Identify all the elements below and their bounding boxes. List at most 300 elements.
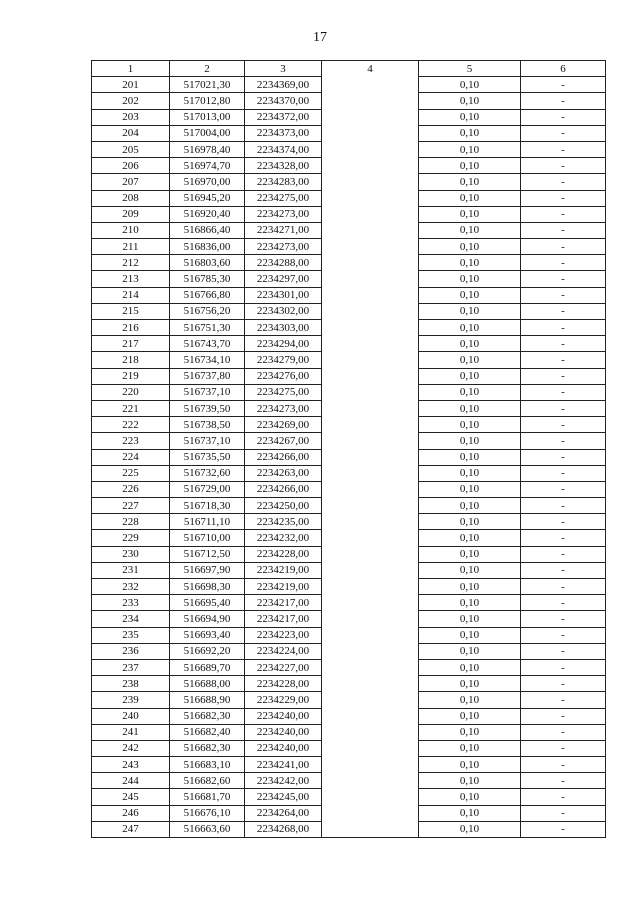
table-cell-col-2: 516693,40 xyxy=(170,627,245,643)
table-cell-col-5: 0,10 xyxy=(419,465,521,481)
table-cell-col-5: 0,10 xyxy=(419,789,521,805)
table-cell-col-1: 204 xyxy=(92,125,170,141)
table-cell-col-2: 516682,30 xyxy=(170,740,245,756)
table-cell-col-2: 516751,30 xyxy=(170,320,245,336)
table-row xyxy=(92,206,606,222)
table-cell-col-3: 2234328,00 xyxy=(245,158,322,174)
table-cell-col-3: 2234302,00 xyxy=(245,303,322,319)
table-cell-col-4 xyxy=(322,352,419,368)
table-cell-col-6: - xyxy=(521,708,606,724)
table-cell-col-2: 516743,70 xyxy=(170,336,245,352)
table-cell-col-2: 516682,60 xyxy=(170,773,245,789)
table-cell-col-4 xyxy=(322,562,419,578)
table-cell-col-5: 0,10 xyxy=(419,287,521,303)
table-cell-col-4 xyxy=(322,659,419,675)
table-cell-col-2: 516737,10 xyxy=(170,433,245,449)
table-cell-col-5: 0,10 xyxy=(419,773,521,789)
table-cell-col-3: 2234217,00 xyxy=(245,595,322,611)
table-row xyxy=(92,400,606,416)
table-cell-col-5: 0,10 xyxy=(419,109,521,125)
table-cell-col-1: 247 xyxy=(92,821,170,837)
table-cell-col-5: 0,10 xyxy=(419,821,521,837)
table-cell-col-5: 0,10 xyxy=(419,368,521,384)
table-cell-col-1: 236 xyxy=(92,643,170,659)
table-cell-col-6: - xyxy=(521,465,606,481)
table-cell-col-6: - xyxy=(521,384,606,400)
table-cell-col-1: 209 xyxy=(92,206,170,222)
table-cell-col-4 xyxy=(322,627,419,643)
table-cell-col-3: 2234219,00 xyxy=(245,579,322,595)
table-body xyxy=(92,77,606,838)
table-cell-col-3: 2234275,00 xyxy=(245,190,322,206)
table-cell-col-6: - xyxy=(521,481,606,497)
table-cell-col-6: - xyxy=(521,789,606,805)
table-cell-col-2: 516676,10 xyxy=(170,805,245,821)
table-row xyxy=(92,579,606,595)
table-cell-col-1: 211 xyxy=(92,239,170,255)
table-row xyxy=(92,821,606,837)
table-cell-col-6: - xyxy=(521,125,606,141)
table-row xyxy=(92,465,606,481)
table-cell-col-3: 2234294,00 xyxy=(245,336,322,352)
table-cell-col-5: 0,10 xyxy=(419,433,521,449)
table-cell-col-4 xyxy=(322,174,419,190)
table-cell-col-4 xyxy=(322,400,419,416)
table-row xyxy=(92,433,606,449)
table-row xyxy=(92,368,606,384)
table-cell-col-6: - xyxy=(521,643,606,659)
table-cell-col-4 xyxy=(322,579,419,595)
table-cell-col-5: 0,10 xyxy=(419,805,521,821)
table-cell-col-6: - xyxy=(521,303,606,319)
table-cell-col-3: 2234288,00 xyxy=(245,255,322,271)
table-cell-col-2: 516681,70 xyxy=(170,789,245,805)
table-cell-col-1: 212 xyxy=(92,255,170,271)
table-cell-col-6: - xyxy=(521,498,606,514)
table-cell-col-6: - xyxy=(521,595,606,611)
table-cell-col-2: 516756,20 xyxy=(170,303,245,319)
table-cell-col-2: 516682,40 xyxy=(170,724,245,740)
table-cell-col-1: 213 xyxy=(92,271,170,287)
table-row xyxy=(92,546,606,562)
table-row xyxy=(92,384,606,400)
table-cell-col-6: - xyxy=(521,611,606,627)
table-cell-col-4 xyxy=(322,287,419,303)
table-cell-col-1: 240 xyxy=(92,708,170,724)
table-cell-col-1: 227 xyxy=(92,498,170,514)
table-row xyxy=(92,271,606,287)
table-row xyxy=(92,287,606,303)
table-cell-col-3: 2234232,00 xyxy=(245,530,322,546)
column-header-5: 5 xyxy=(419,61,521,77)
table-cell-col-4 xyxy=(322,239,419,255)
table-cell-col-5: 0,10 xyxy=(419,595,521,611)
table-cell-col-5: 0,10 xyxy=(419,530,521,546)
table-cell-col-4 xyxy=(322,740,419,756)
table-cell-col-2: 516683,10 xyxy=(170,757,245,773)
table-cell-col-1: 230 xyxy=(92,546,170,562)
table-cell-col-2: 516974,70 xyxy=(170,158,245,174)
table-cell-col-2: 516718,30 xyxy=(170,498,245,514)
table-cell-col-3: 2234217,00 xyxy=(245,611,322,627)
table-row xyxy=(92,627,606,643)
table-cell-col-1: 243 xyxy=(92,757,170,773)
table-cell-col-4 xyxy=(322,676,419,692)
table-cell-col-5: 0,10 xyxy=(419,417,521,433)
table-row xyxy=(92,692,606,708)
table-cell-col-5: 0,10 xyxy=(419,336,521,352)
table-row xyxy=(92,336,606,352)
table-row xyxy=(92,562,606,578)
table-cell-col-6: - xyxy=(521,206,606,222)
table-cell-col-5: 0,10 xyxy=(419,757,521,773)
table-cell-col-4 xyxy=(322,692,419,708)
table-cell-col-5: 0,10 xyxy=(419,692,521,708)
table-cell-col-2: 516945,20 xyxy=(170,190,245,206)
table-cell-col-3: 2234301,00 xyxy=(245,287,322,303)
table-cell-col-5: 0,10 xyxy=(419,303,521,319)
table-cell-col-1: 223 xyxy=(92,433,170,449)
table-cell-col-2: 516978,40 xyxy=(170,141,245,157)
table-cell-col-5: 0,10 xyxy=(419,676,521,692)
table-row xyxy=(92,174,606,190)
table-row xyxy=(92,141,606,157)
table-row xyxy=(92,708,606,724)
table-row xyxy=(92,757,606,773)
table-cell-col-1: 215 xyxy=(92,303,170,319)
table-cell-col-2: 516698,30 xyxy=(170,579,245,595)
table-cell-col-3: 2234372,00 xyxy=(245,109,322,125)
table-cell-col-1: 225 xyxy=(92,465,170,481)
table-cell-col-5: 0,10 xyxy=(419,481,521,497)
table-cell-col-3: 2234279,00 xyxy=(245,352,322,368)
table-cell-col-5: 0,10 xyxy=(419,352,521,368)
table-cell-col-6: - xyxy=(521,368,606,384)
table-cell-col-4 xyxy=(322,805,419,821)
table-cell-col-2: 516866,40 xyxy=(170,222,245,238)
table-cell-col-1: 222 xyxy=(92,417,170,433)
table-cell-col-1: 216 xyxy=(92,320,170,336)
table-cell-col-5: 0,10 xyxy=(419,498,521,514)
table-cell-col-2: 516712,50 xyxy=(170,546,245,562)
table-row xyxy=(92,643,606,659)
table-row xyxy=(92,789,606,805)
table-cell-col-6: - xyxy=(521,530,606,546)
table-cell-col-3: 2234276,00 xyxy=(245,368,322,384)
table-cell-col-1: 229 xyxy=(92,530,170,546)
table-cell-col-4 xyxy=(322,724,419,740)
table-cell-col-6: - xyxy=(521,821,606,837)
table-row xyxy=(92,109,606,125)
table-cell-col-6: - xyxy=(521,158,606,174)
table-row xyxy=(92,805,606,821)
table-cell-col-3: 2234283,00 xyxy=(245,174,322,190)
table-cell-col-2: 516695,40 xyxy=(170,595,245,611)
table-cell-col-6: - xyxy=(521,692,606,708)
table-cell-col-1: 220 xyxy=(92,384,170,400)
table-cell-col-5: 0,10 xyxy=(419,239,521,255)
table-row xyxy=(92,514,606,530)
table-cell-col-4 xyxy=(322,271,419,287)
table-cell-col-5: 0,10 xyxy=(419,206,521,222)
table-cell-col-2: 516694,90 xyxy=(170,611,245,627)
table-cell-col-2: 516688,90 xyxy=(170,692,245,708)
column-header-4: 4 xyxy=(322,61,419,77)
table-cell-col-2: 516711,10 xyxy=(170,514,245,530)
table-cell-col-1: 203 xyxy=(92,109,170,125)
table-row xyxy=(92,481,606,497)
table-row xyxy=(92,530,606,546)
table-cell-col-6: - xyxy=(521,336,606,352)
table-cell-col-5: 0,10 xyxy=(419,255,521,271)
table-cell-col-4 xyxy=(322,595,419,611)
table-cell-col-3: 2234264,00 xyxy=(245,805,322,821)
table-cell-col-2: 516663,60 xyxy=(170,821,245,837)
table-cell-col-5: 0,10 xyxy=(419,449,521,465)
table-cell-col-6: - xyxy=(521,514,606,530)
table-cell-col-6: - xyxy=(521,546,606,562)
table-cell-col-1: 214 xyxy=(92,287,170,303)
table-cell-col-4 xyxy=(322,643,419,659)
table-cell-col-3: 2234227,00 xyxy=(245,659,322,675)
table-cell-col-1: 237 xyxy=(92,659,170,675)
table-cell-col-6: - xyxy=(521,352,606,368)
table-cell-col-1: 245 xyxy=(92,789,170,805)
table-cell-col-1: 238 xyxy=(92,676,170,692)
table-cell-col-2: 516688,00 xyxy=(170,676,245,692)
table-cell-col-3: 2234223,00 xyxy=(245,627,322,643)
table-cell-col-3: 2234219,00 xyxy=(245,562,322,578)
table-cell-col-3: 2234275,00 xyxy=(245,384,322,400)
table-cell-col-2: 516735,50 xyxy=(170,449,245,465)
table-row xyxy=(92,417,606,433)
table-cell-col-6: - xyxy=(521,255,606,271)
table-cell-col-6: - xyxy=(521,77,606,93)
table-cell-col-5: 0,10 xyxy=(419,141,521,157)
table-cell-col-4 xyxy=(322,206,419,222)
table-row xyxy=(92,659,606,675)
table-cell-col-4 xyxy=(322,449,419,465)
table-cell-col-3: 2234374,00 xyxy=(245,141,322,157)
table-cell-col-3: 2234266,00 xyxy=(245,449,322,465)
table-cell-col-6: - xyxy=(521,320,606,336)
table-cell-col-2: 516682,30 xyxy=(170,708,245,724)
table-cell-col-4 xyxy=(322,222,419,238)
table-cell-col-2: 516766,80 xyxy=(170,287,245,303)
table-cell-col-4 xyxy=(322,465,419,481)
table-cell-col-3: 2234240,00 xyxy=(245,740,322,756)
table-cell-col-4 xyxy=(322,530,419,546)
table-cell-col-2: 516737,10 xyxy=(170,384,245,400)
table-cell-col-3: 2234228,00 xyxy=(245,546,322,562)
table-cell-col-6: - xyxy=(521,222,606,238)
table-cell-col-3: 2234235,00 xyxy=(245,514,322,530)
coordinates-table xyxy=(91,60,606,838)
table-cell-col-6: - xyxy=(521,724,606,740)
table-cell-col-1: 235 xyxy=(92,627,170,643)
table-row xyxy=(92,158,606,174)
table-cell-col-3: 2234267,00 xyxy=(245,433,322,449)
table-cell-col-3: 2234297,00 xyxy=(245,271,322,287)
table-cell-col-5: 0,10 xyxy=(419,93,521,109)
table-cell-col-5: 0,10 xyxy=(419,611,521,627)
column-header-2: 2 xyxy=(170,61,245,77)
table-cell-col-2: 517012,80 xyxy=(170,93,245,109)
table-cell-col-1: 210 xyxy=(92,222,170,238)
table-cell-col-2: 516710,00 xyxy=(170,530,245,546)
table-cell-col-5: 0,10 xyxy=(419,271,521,287)
table-cell-col-2: 516697,90 xyxy=(170,562,245,578)
table-cell-col-6: - xyxy=(521,271,606,287)
table-cell-col-4 xyxy=(322,368,419,384)
table-row xyxy=(92,320,606,336)
table-cell-col-2: 516737,80 xyxy=(170,368,245,384)
table-row xyxy=(92,724,606,740)
table-cell-col-4 xyxy=(322,433,419,449)
table-cell-col-6: - xyxy=(521,627,606,643)
table-cell-col-4 xyxy=(322,789,419,805)
table-cell-col-4 xyxy=(322,125,419,141)
table-row xyxy=(92,498,606,514)
table-cell-col-5: 0,10 xyxy=(419,708,521,724)
table-cell-col-1: 226 xyxy=(92,481,170,497)
table-cell-col-2: 516920,40 xyxy=(170,206,245,222)
table-cell-col-6: - xyxy=(521,562,606,578)
table-cell-col-3: 2234240,00 xyxy=(245,724,322,740)
table-cell-col-6: - xyxy=(521,239,606,255)
table-cell-col-5: 0,10 xyxy=(419,546,521,562)
table-cell-col-1: 234 xyxy=(92,611,170,627)
table-cell-col-1: 233 xyxy=(92,595,170,611)
table-cell-col-5: 0,10 xyxy=(419,579,521,595)
table-cell-col-4 xyxy=(322,708,419,724)
table-cell-col-3: 2234241,00 xyxy=(245,757,322,773)
table-cell-col-1: 208 xyxy=(92,190,170,206)
table-cell-col-4 xyxy=(322,303,419,319)
table-row xyxy=(92,239,606,255)
table-cell-col-5: 0,10 xyxy=(419,174,521,190)
table-row xyxy=(92,611,606,627)
table-cell-col-3: 2234266,00 xyxy=(245,481,322,497)
table-cell-col-2: 517013,00 xyxy=(170,109,245,125)
table-row xyxy=(92,449,606,465)
table-cell-col-3: 2234373,00 xyxy=(245,125,322,141)
table-cell-col-4 xyxy=(322,757,419,773)
table-cell-col-1: 218 xyxy=(92,352,170,368)
page-number: 17 xyxy=(313,30,327,45)
table-cell-col-1: 242 xyxy=(92,740,170,756)
table-cell-col-2: 516739,50 xyxy=(170,400,245,416)
table-cell-col-1: 246 xyxy=(92,805,170,821)
table-cell-col-3: 2234240,00 xyxy=(245,708,322,724)
table-cell-col-2: 516836,00 xyxy=(170,239,245,255)
column-header-6: 6 xyxy=(521,61,606,77)
table-cell-col-4 xyxy=(322,481,419,497)
table-row xyxy=(92,773,606,789)
table-cell-col-5: 0,10 xyxy=(419,724,521,740)
table-cell-col-1: 228 xyxy=(92,514,170,530)
table-cell-col-4 xyxy=(322,384,419,400)
table-cell-col-6: - xyxy=(521,93,606,109)
table-cell-col-3: 2234273,00 xyxy=(245,400,322,416)
table-cell-col-5: 0,10 xyxy=(419,320,521,336)
table-cell-col-4 xyxy=(322,821,419,837)
table-cell-col-3: 2234263,00 xyxy=(245,465,322,481)
table-cell-col-6: - xyxy=(521,740,606,756)
table-cell-col-1: 241 xyxy=(92,724,170,740)
table-cell-col-1: 239 xyxy=(92,692,170,708)
column-header-1: 1 xyxy=(92,61,170,77)
table-cell-col-4 xyxy=(322,498,419,514)
table-cell-col-3: 2234229,00 xyxy=(245,692,322,708)
table-cell-col-4 xyxy=(322,546,419,562)
table-cell-col-5: 0,10 xyxy=(419,222,521,238)
table-cell-col-3: 2234268,00 xyxy=(245,821,322,837)
table-cell-col-6: - xyxy=(521,109,606,125)
table-cell-col-2: 517004,00 xyxy=(170,125,245,141)
table-cell-col-2: 516689,70 xyxy=(170,659,245,675)
table-cell-col-5: 0,10 xyxy=(419,190,521,206)
table-cell-col-6: - xyxy=(521,287,606,303)
table-cell-col-5: 0,10 xyxy=(419,125,521,141)
table-cell-col-4 xyxy=(322,77,419,93)
table-cell-col-3: 2234370,00 xyxy=(245,93,322,109)
table-cell-col-5: 0,10 xyxy=(419,158,521,174)
table-row xyxy=(92,77,606,93)
table-cell-col-3: 2234250,00 xyxy=(245,498,322,514)
table-row xyxy=(92,676,606,692)
table-cell-col-5: 0,10 xyxy=(419,562,521,578)
table-row xyxy=(92,352,606,368)
table-cell-col-3: 2234271,00 xyxy=(245,222,322,238)
table-cell-col-6: - xyxy=(521,417,606,433)
table-cell-col-3: 2234369,00 xyxy=(245,77,322,93)
table-cell-col-4 xyxy=(322,255,419,271)
table-cell-col-6: - xyxy=(521,433,606,449)
table-row xyxy=(92,222,606,238)
table-cell-col-3: 2234303,00 xyxy=(245,320,322,336)
table-cell-col-2: 516970,00 xyxy=(170,174,245,190)
table-cell-col-3: 2234273,00 xyxy=(245,239,322,255)
table-cell-col-2: 516738,50 xyxy=(170,417,245,433)
table-cell-col-1: 232 xyxy=(92,579,170,595)
table-header-row xyxy=(92,61,606,77)
table-row xyxy=(92,740,606,756)
table-cell-col-3: 2234228,00 xyxy=(245,676,322,692)
table-cell-col-2: 516692,20 xyxy=(170,643,245,659)
table-row xyxy=(92,303,606,319)
table-cell-col-5: 0,10 xyxy=(419,384,521,400)
table-row xyxy=(92,595,606,611)
table-cell-col-2: 516729,00 xyxy=(170,481,245,497)
table-cell-col-2: 517021,30 xyxy=(170,77,245,93)
table-cell-col-6: - xyxy=(521,190,606,206)
table-cell-col-1: 219 xyxy=(92,368,170,384)
table-cell-col-5: 0,10 xyxy=(419,514,521,530)
table-cell-col-1: 217 xyxy=(92,336,170,352)
table-cell-col-4 xyxy=(322,141,419,157)
table-cell-col-5: 0,10 xyxy=(419,740,521,756)
table-cell-col-2: 516785,30 xyxy=(170,271,245,287)
table-cell-col-5: 0,10 xyxy=(419,400,521,416)
table-cell-col-6: - xyxy=(521,400,606,416)
table-row xyxy=(92,255,606,271)
table-cell-col-1: 206 xyxy=(92,158,170,174)
table-cell-col-4 xyxy=(322,158,419,174)
table-cell-col-1: 207 xyxy=(92,174,170,190)
table-cell-col-3: 2234269,00 xyxy=(245,417,322,433)
table-row xyxy=(92,125,606,141)
